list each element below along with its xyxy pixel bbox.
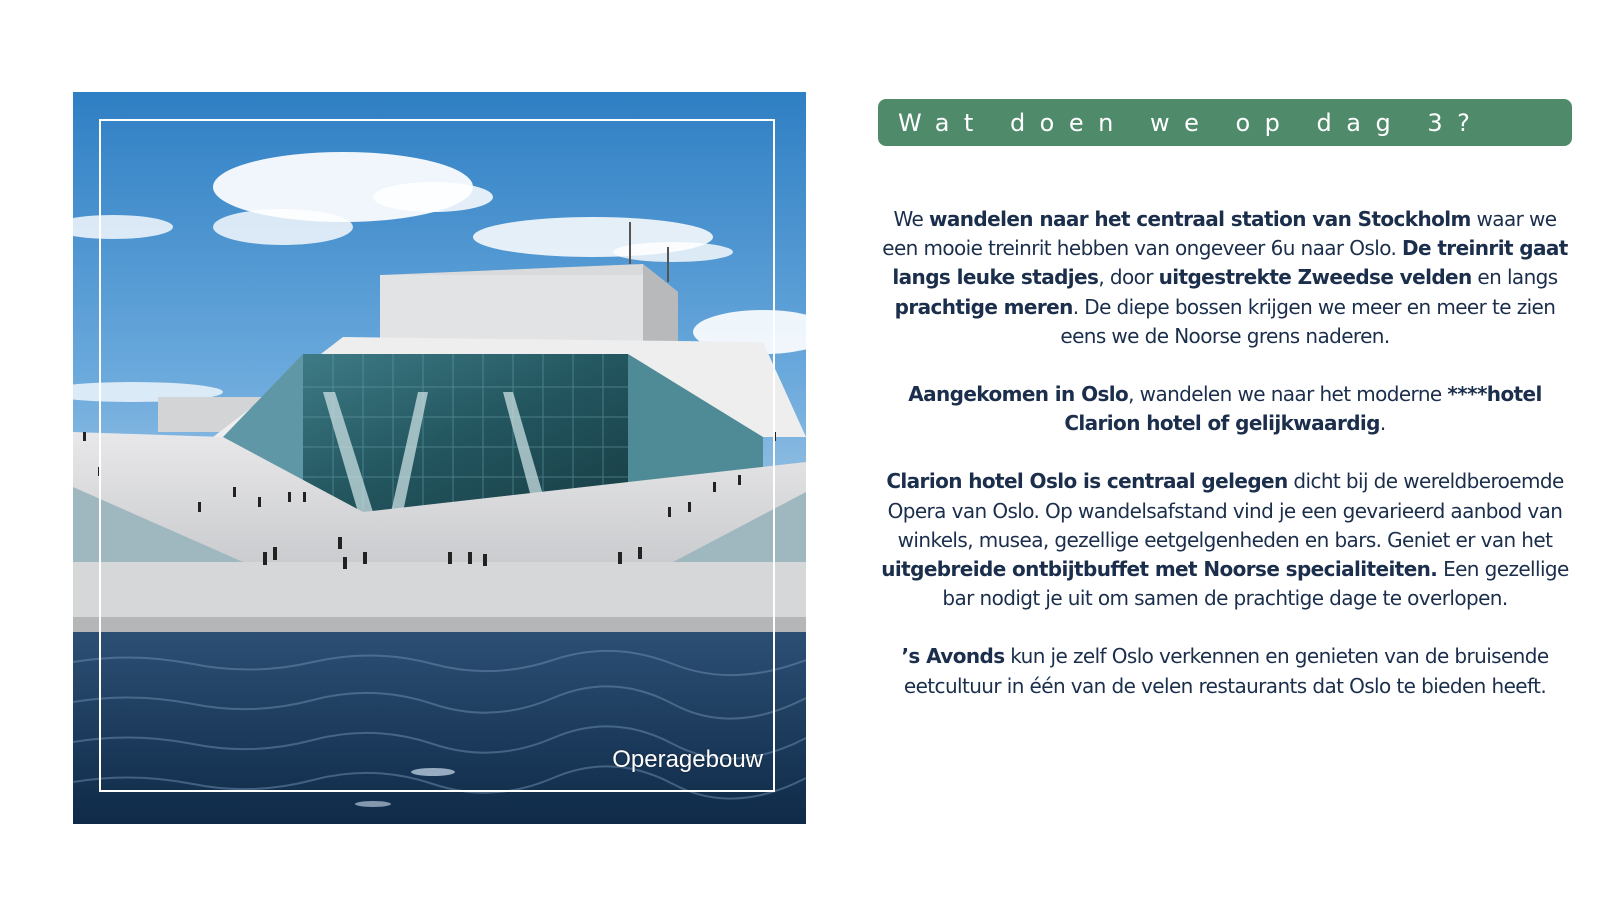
bold-text: ****hotel Clarion hotel of gelijkwaardig bbox=[1064, 382, 1542, 436]
bold-text: prachtige meren bbox=[894, 294, 1073, 319]
text-run: en langs bbox=[1471, 265, 1558, 290]
paragraph-3 bbox=[880, 467, 1570, 613]
paragraph-4 bbox=[880, 642, 1570, 700]
day-description bbox=[880, 205, 1570, 730]
paragraph-1 bbox=[880, 205, 1570, 351]
text-run: . De diepe bossen krijgen we meer en meer te zien eens we de Noorse grens naderen. bbox=[1060, 294, 1556, 348]
bold-text: uitgestrekte Zweedse velden bbox=[1158, 265, 1472, 290]
heading-bar bbox=[878, 99, 1572, 146]
text-run: , door bbox=[1098, 265, 1159, 290]
bold-text: Aangekomen in Oslo bbox=[908, 382, 1129, 407]
text-run: We bbox=[893, 207, 929, 231]
bold-text: uitgebreide ontbijtbuffet met Noorse specialiteiten. bbox=[881, 557, 1438, 582]
text-run: . bbox=[1379, 411, 1386, 436]
text-run: waar we een mooie treinrit hebben van ongeveer 6u naar Oslo. bbox=[882, 207, 1557, 261]
text-run: kun je zelf Oslo verkennen en genieten van de bruisende eetcultuur in één van de velen restaurants dat Oslo te bieden heeft. bbox=[903, 644, 1549, 698]
bold-text: ’s Avonds bbox=[901, 644, 1005, 669]
text-run: dicht bij de wereldberoemde Opera van Oslo. Op wandelsafstand vind je een gevarieerd aanbod van winkels, musea, gezellige eetgelgenheden en bars. Geniet er van het bbox=[887, 469, 1564, 552]
bold-text: De treinrit gaat langs leuke stadjes bbox=[892, 236, 1568, 290]
photo-caption: Operagebouw bbox=[612, 746, 763, 773]
bold-text: wandelen naar het centraal station van Stockholm bbox=[929, 207, 1471, 231]
heading-title: Wat doen we op dag 3? bbox=[898, 108, 1485, 137]
paragraph-2 bbox=[880, 380, 1570, 438]
text-run: Een gezellige bar nodigt je uit om samen de prachtige dage te overlopen. bbox=[942, 557, 1569, 611]
opera-house-photo bbox=[73, 92, 806, 824]
bold-text: Clarion hotel Oslo is centraal gelegen bbox=[886, 469, 1288, 494]
text-run: , wandelen we naar het moderne bbox=[1128, 382, 1448, 407]
photo-frame bbox=[99, 119, 775, 792]
